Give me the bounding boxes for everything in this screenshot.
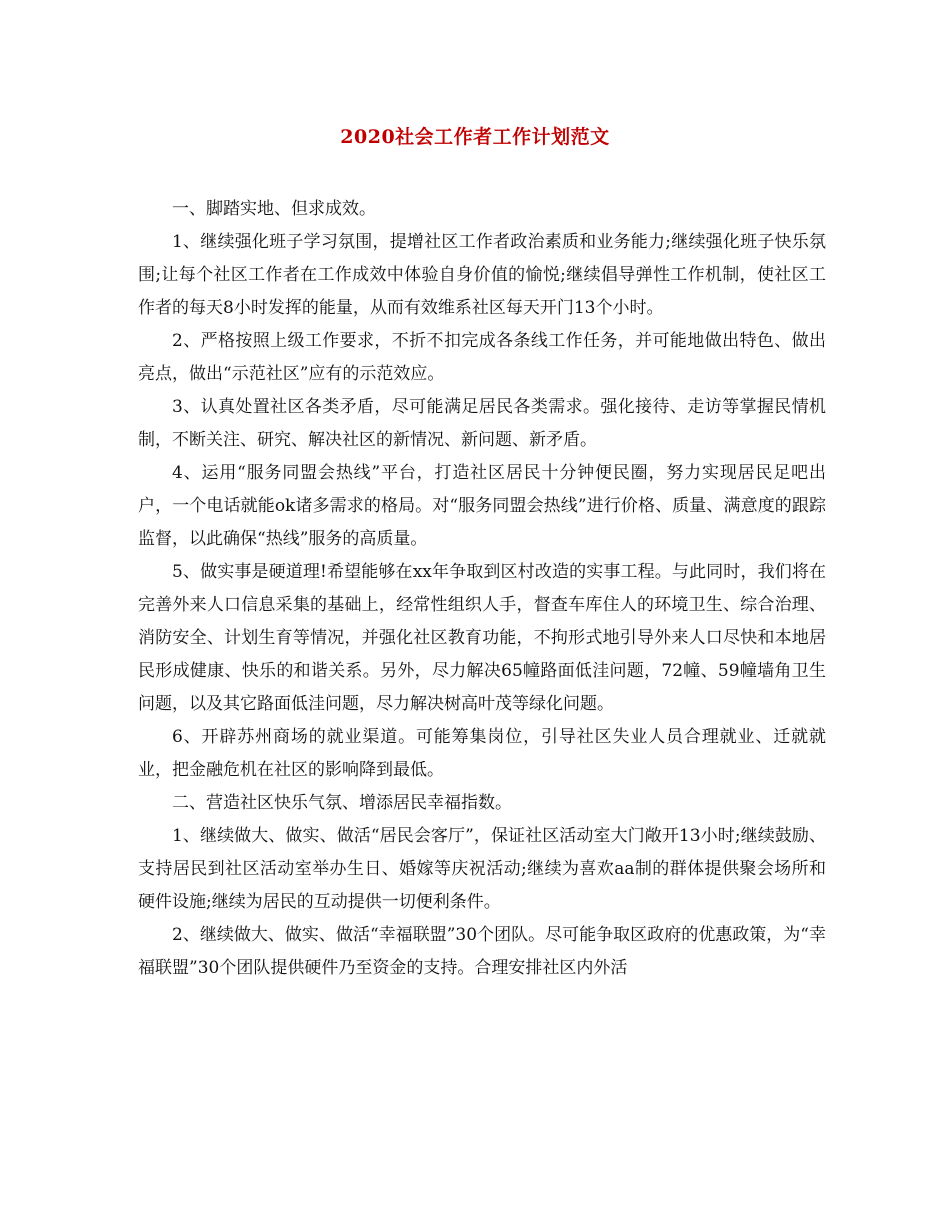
paragraph-item-6: 6、开辟苏州商场的就业渠道。可能筹集岗位，引导社区失业人员合理就业、迁就就业，把金融危机在社区的影响降到最低。 [138, 727, 826, 780]
paragraph-item-5: 5、做实事是硬道理!希望能够在xx年争取到区村改造的实事工程。与此同时，我们将在完善外来人口信息采集的基础上，经常性组织人手，督查车库住人的环境卫生、综合治理、消防安全、计划生育等情况，并强化社区教育功能，不拘形式地引导外来人口尽快和本地居民形成健康、快乐的和谐关系。另外，尽力解决65幢路面低洼问题，72幢、59幢墙角卫生问题，以及其它路面低洼问题，尽力解决树高叶茂等绿化问题。 [138, 562, 826, 714]
paragraph-section-1-heading: 一、脚踏实地、但求成效。 [172, 199, 376, 219]
document-title: 2020社会工作者工作计划范文 [340, 126, 610, 148]
paragraph-item-2-2: 2、继续做大、做实、做活“幸福联盟”30个团队。尽可能争取区政府的优惠政策，为“幸福联盟”30个团队提供硬件乃至资金的支持。合理安排社区内外活 [138, 925, 826, 978]
paragraph-item-2-1: 1、继续做大、做实、做活“居民会客厅”，保证社区活动室大门敞开13小时;继续鼓励、支持居民到社区活动室举办生日、婚嫁等庆祝活动;继续为喜欢aa制的群体提供聚会场所和硬件设施;继续为居民的互动提供一切便利条件。 [138, 826, 826, 912]
paragraph-item-1: 1、继续强化班子学习氛围，提增社区工作者政治素质和业务能力;继续强化班子快乐氛围;让每个社区工作者在工作成效中体验自身价值的愉悦;继续倡导弹性工作机制，使社区工作者的每天8小时发挥的能量，从而有效维系社区每天开门13个小时。 [138, 232, 826, 318]
paragraph-item-2: 2、严格按照上级工作要求，不折不扣完成各条线工作任务，并可能地做出特色、做出亮点，做出“示范社区”应有的示范效应。 [138, 331, 826, 384]
paragraph-section-2-heading: 二、营造社区快乐气氛、增添居民幸福指数。 [172, 793, 512, 813]
document-body [138, 193, 826, 985]
paragraph-item-3: 3、认真处置社区各类矛盾，尽可能满足居民各类需求。强化接待、走访等掌握民情机制，不断关注、研究、解决社区的新情况、新问题、新矛盾。 [138, 397, 826, 450]
paragraph-item-4: 4、运用“服务同盟会热线”平台，打造社区居民十分钟便民圈，努力实现居民足吧出户，一个电话就能ok诸多需求的格局。对“服务同盟会热线”进行价格、质量、满意度的跟踪监督，以此确保“热线”服务的高质量。 [138, 463, 826, 549]
